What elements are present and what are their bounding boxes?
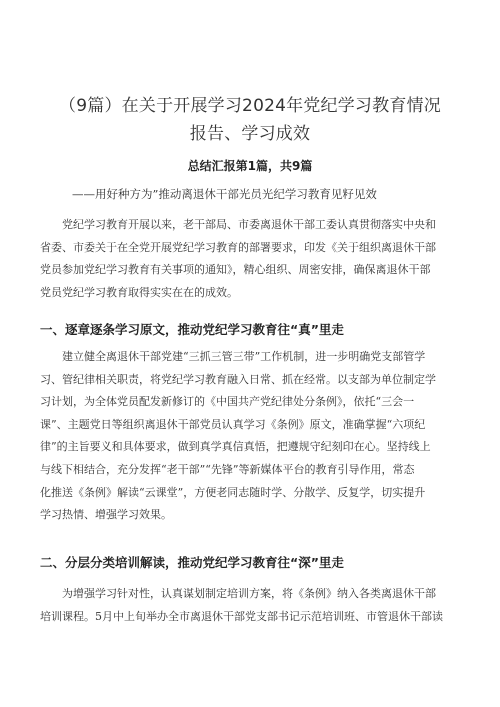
intro-paragraph xyxy=(40,214,464,304)
intro-line: 党员参加党纪学习教育有关事项的通知》，精心组织、周密安排，确保离退休干部 xyxy=(40,263,431,277)
section-1-heading: 一、逐章逐条学习原文，推动党纪学习教育往“真”里走 xyxy=(40,322,344,337)
document-title-line-1: （9篇）在关于开展学习2024年党纪学习教育情况 xyxy=(59,96,441,116)
section-1-line: 化推送《条例》解读“云课堂”，方便老同志随时学、分散学、反复学，切实提升 xyxy=(40,485,426,499)
section-1-line: 课”、主题党日等组织离退休干部党员认真学习《条例》原文，准确掌握“六项纪 xyxy=(40,417,426,431)
section-1-line: 建立健全离退休干部党建“三抓三管三带”工作机制，进一步明确党支部管学 xyxy=(62,350,426,363)
section-2-line: 培训课程。5月中上旬举办全市离退休干部党支部书记示范培训班、市管退休干部读 xyxy=(40,609,443,623)
intro-line: 党员党纪学习教育取得实实在在的成效。 xyxy=(40,285,238,299)
intro-line: 党纪学习教育开展以来，老干部局、市委离退休干部工委认真贯彻落实中央和 xyxy=(62,218,436,231)
section-1-paragraph xyxy=(40,346,464,527)
section-2-heading: 二、分层分类培训解读，推动党纪学习教育往“深”里走 xyxy=(40,555,344,570)
section-1-line: 与线下相结合，充分发挥“老干部”“先锋”等新媒体平台的教育引导作用，常态 xyxy=(40,462,415,476)
section-1-line: 学习热情、增强学习效果。 xyxy=(40,508,172,522)
section-1-line: 习计划，为全体党员配发新修订的《中国共产党纪律处分条例》，依托“三会一 xyxy=(40,395,415,409)
summary-header: 总结汇报第1篇，共9篇 xyxy=(187,159,313,173)
document-title-line-2: 报告、学习成效 xyxy=(189,124,311,144)
section-1-line: 律”的主旨要义和具体要求，做到真学真信真悟，把遵规守纪刻印在心。坚持线上 xyxy=(40,440,431,454)
subtitle: ——用好种方为”推动离退休干部光员光纪学习教育见籽见效 xyxy=(72,187,377,201)
section-2-line: 为增强学习针对性，认真谋划制定培训方案，将《条例》纳入各类离退休干部 xyxy=(62,587,436,600)
section-2-paragraph xyxy=(40,583,464,628)
intro-line: 省委、市委关于在全党开展党纪学习教育的部署要求，印发《关于组织离退休干部 xyxy=(40,240,436,254)
section-1-line: 习、管纪律相关职责，将党纪学习教育融入日常、抓在经常。以支部为单位制定学 xyxy=(40,372,436,386)
